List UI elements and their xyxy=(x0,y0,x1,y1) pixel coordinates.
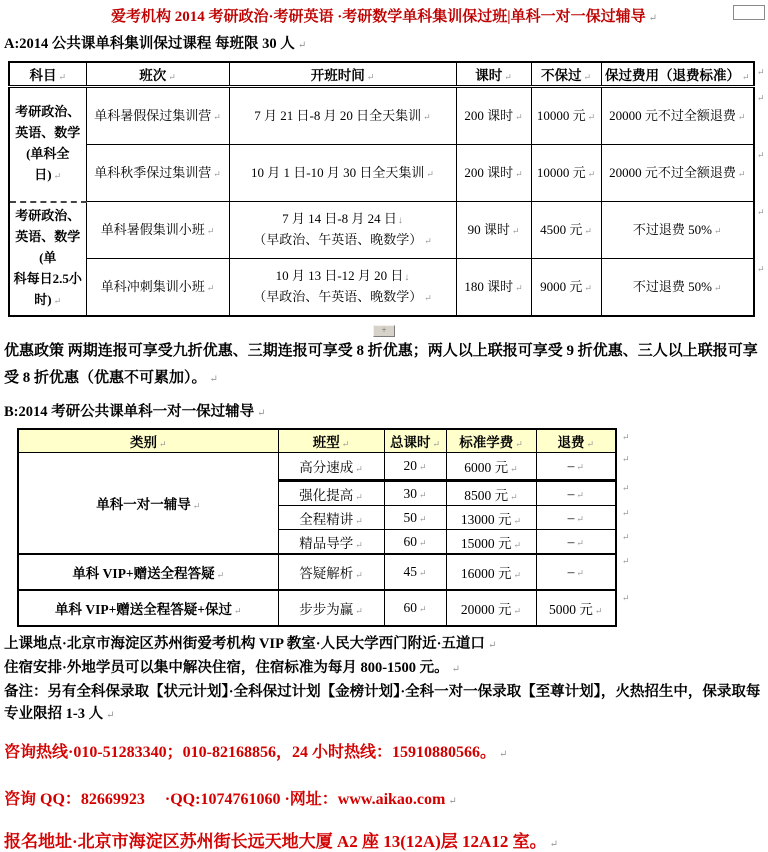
note-location: 上课地点·北京市海淀区苏州街爱考机构 VIP 教室·人民大学西门附近·五道口 ↵ xyxy=(4,633,768,657)
section-a-heading: A:2014 公共课单科集训保过课程 每班限 30 人 ↵ xyxy=(4,34,768,56)
row-end-mark xyxy=(622,508,630,519)
table-row xyxy=(9,145,754,202)
cell-type: 高分速成 ↵ xyxy=(278,453,384,481)
cell-hours: 200 课时 ↵ xyxy=(456,145,531,202)
table-row xyxy=(18,554,616,590)
cell-price-guarantee: 20000 元不过全额退费 ↵ xyxy=(601,87,754,145)
cell-hours: 20 ↵ xyxy=(384,453,446,481)
row-end-mark xyxy=(622,556,630,567)
cell-fee: 15000 元 ↵ xyxy=(446,530,536,555)
col-header-category: 类别 ↵ xyxy=(18,429,278,453)
cell-refund: – ↵ xyxy=(536,481,616,506)
cell-fee: 16000 元 ↵ xyxy=(446,554,536,590)
col-header-type: 班型 ↵ xyxy=(278,429,384,453)
cell-schedule: 7 月 14 日-8 月 24 日 ↓ （早政治、午英语、晚数学） ↵ xyxy=(229,202,456,259)
subject-detail: 科每日2.5小时) ↵ xyxy=(14,271,82,307)
row-end-mark xyxy=(622,454,630,465)
table-a-course-camps xyxy=(8,61,755,317)
cell-price-no-guarantee: 4500 元 ↵ xyxy=(531,202,601,259)
discount-policy-text: 优惠政策 两期连报可享受九折优惠、三期连报可享受 8 折优惠；两人以上联报可享受 9 折优惠、三人以上联报可享受 8 折优惠（优惠不可累加）。 ↵ xyxy=(4,338,764,393)
table-row xyxy=(18,453,616,481)
col-header-no-guarantee: 不保过 ↵ xyxy=(531,62,601,87)
col-header-guarantee-fee: 保过费用（退费标准） ↵ xyxy=(601,62,754,87)
notes-block xyxy=(4,633,768,727)
subject-detail: (单科全日) ↵ xyxy=(26,146,69,182)
cell-fee: 6000 元 ↵ xyxy=(446,453,536,481)
row-end-mark xyxy=(757,207,765,218)
col-header-schedule: 开班时间 ↵ xyxy=(229,62,456,87)
col-header-subject: 科目 ↵ xyxy=(9,62,86,87)
subject-name: 考研政治、英语、数学(单 xyxy=(15,208,81,266)
cell-class-name: 单科秋季保过集训营 ↵ xyxy=(86,145,229,202)
cell-refund: – ↵ xyxy=(536,530,616,555)
table-row xyxy=(18,590,616,626)
col-header-tuition: 标准学费 ↵ xyxy=(446,429,536,453)
cell-schedule: 10 月 13 日-12 月 20 日 ↓ （早政治、午英语、晚数学） ↵ xyxy=(229,259,456,317)
contact-hotline: 咨询热线·010-51283340；010-82168856，24 小时热线：15910880566。 ↵ xyxy=(4,739,768,762)
table-b-one-on-one xyxy=(17,428,617,627)
row-end-mark xyxy=(622,593,630,604)
col-header-refund: 退费 ↵ xyxy=(536,429,616,453)
row-end-mark xyxy=(622,532,630,543)
note-accommodation: 住宿安排·外地学员可以集中解决住宿，住宿标准为每月 800-1500 元。 ↵ xyxy=(4,657,768,681)
cell-class-name: 单科暑假集训小班 ↵ xyxy=(86,202,229,259)
cell-refund: 5000 元 ↵ xyxy=(536,590,616,626)
cell-fee: 8500 元 ↵ xyxy=(446,481,536,506)
cell-fee: 20000 元 ↵ xyxy=(446,590,536,626)
table-resize-handle-icon[interactable]: + xyxy=(373,325,395,337)
row-end-mark xyxy=(757,93,765,104)
row-end-mark xyxy=(757,150,765,161)
row-end-mark xyxy=(622,483,630,494)
cell-hours: 50 ↵ xyxy=(384,506,446,530)
cell-hours: 200 课时 ↵ xyxy=(456,87,531,145)
cell-price-no-guarantee: 10000 元 ↵ xyxy=(531,145,601,202)
cell-price-no-guarantee: 9000 元 ↵ xyxy=(531,259,601,317)
cell-hours: 90 课时 ↵ xyxy=(456,202,531,259)
cell-type: 全程精讲 ↵ xyxy=(278,506,384,530)
cell-type: 答疑解析 ↵ xyxy=(278,554,384,590)
subject-name: 考研政治、英语、数学 xyxy=(15,104,81,141)
cell-schedule: 7 月 21 日-8 月 20 日全天集训 ↵ xyxy=(229,87,456,145)
contact-qq-web: 咨询 QQ：82669923 ·QQ:1074761060 ·网址：www.aikao.com ↵ xyxy=(4,786,768,809)
cell-refund: – ↵ xyxy=(536,554,616,590)
table-row xyxy=(9,202,754,259)
page-title: 爱考机构 2014 考研政治·考研英语 ·考研数学单科集训保过班|单科一对一保过辅导 ↵ xyxy=(10,7,758,29)
table-row xyxy=(9,87,754,145)
cell-type: 精品导学 ↵ xyxy=(278,530,384,555)
table-b-header-row xyxy=(18,429,616,453)
cell-fee: 13000 元 ↵ xyxy=(446,506,536,530)
document-page xyxy=(0,7,768,851)
cell-refund: – ↵ xyxy=(536,453,616,481)
row-end-mark xyxy=(757,67,765,78)
cell-price-guarantee: 不过退费 50% ↵ xyxy=(601,259,754,317)
section-b-heading: B:2014 考研公共课单科一对一保过辅导 ↵ xyxy=(4,402,768,424)
table-a-wrapper xyxy=(0,61,768,317)
row-end-mark xyxy=(757,264,765,275)
cell-hours: 180 课时 ↵ xyxy=(456,259,531,317)
page-corner-box xyxy=(733,5,765,20)
table-row xyxy=(9,259,754,317)
cell-class-name: 单科冲刺集训小班 ↵ xyxy=(86,259,229,317)
table-a-header-row xyxy=(9,62,754,87)
col-header-total-hours: 总课时 ↵ xyxy=(384,429,446,453)
cell-hours: 60 ↵ xyxy=(384,530,446,555)
cell-refund: – ↵ xyxy=(536,506,616,530)
col-header-class: 班次 ↵ xyxy=(86,62,229,87)
table-handle-row xyxy=(0,320,768,333)
cell-hours: 45 ↵ xyxy=(384,554,446,590)
cell-hours: 30 ↵ xyxy=(384,481,446,506)
cell-hours: 60 ↵ xyxy=(384,590,446,626)
cell-category-1: 单科一对一辅导 ↵ xyxy=(18,453,278,555)
cell-subject-group1 xyxy=(9,87,86,202)
cell-type: 强化提高 ↵ xyxy=(278,481,384,506)
cell-category-3: 单科 VIP+赠送全程答疑+保过 ↵ xyxy=(18,590,278,626)
cell-price-no-guarantee: 10000 元 ↵ xyxy=(531,87,601,145)
cell-subject-group2 xyxy=(9,202,86,317)
table-b-wrapper xyxy=(0,428,768,627)
note-remark: 备注：另有全科保录取【状元计划】·全科保过计划【金榜计划】·全科一对一保录取【至尊计划】，火热招生中，保录取每专业限招 1-3 人 ↵ xyxy=(4,681,768,727)
cell-schedule: 10 月 1 日-10 月 30 日全天集训 ↵ xyxy=(229,145,456,202)
cell-price-guarantee: 不过退费 50% ↵ xyxy=(601,202,754,259)
col-header-hours: 课时 ↵ xyxy=(456,62,531,87)
cell-type: 步步为赢 ↵ xyxy=(278,590,384,626)
cell-class-name: 单科暑假保过集训营 ↵ xyxy=(86,87,229,145)
cell-category-2: 单科 VIP+赠送全程答疑 ↵ xyxy=(18,554,278,590)
row-end-mark xyxy=(622,432,630,443)
contact-address: 报名地址·北京市海淀区苏州街长远天地大厦 A2 座 13(12A)层 12A12 室。 ↵ xyxy=(4,827,768,852)
cell-price-guarantee: 20000 元不过全额退费 ↵ xyxy=(601,145,754,202)
